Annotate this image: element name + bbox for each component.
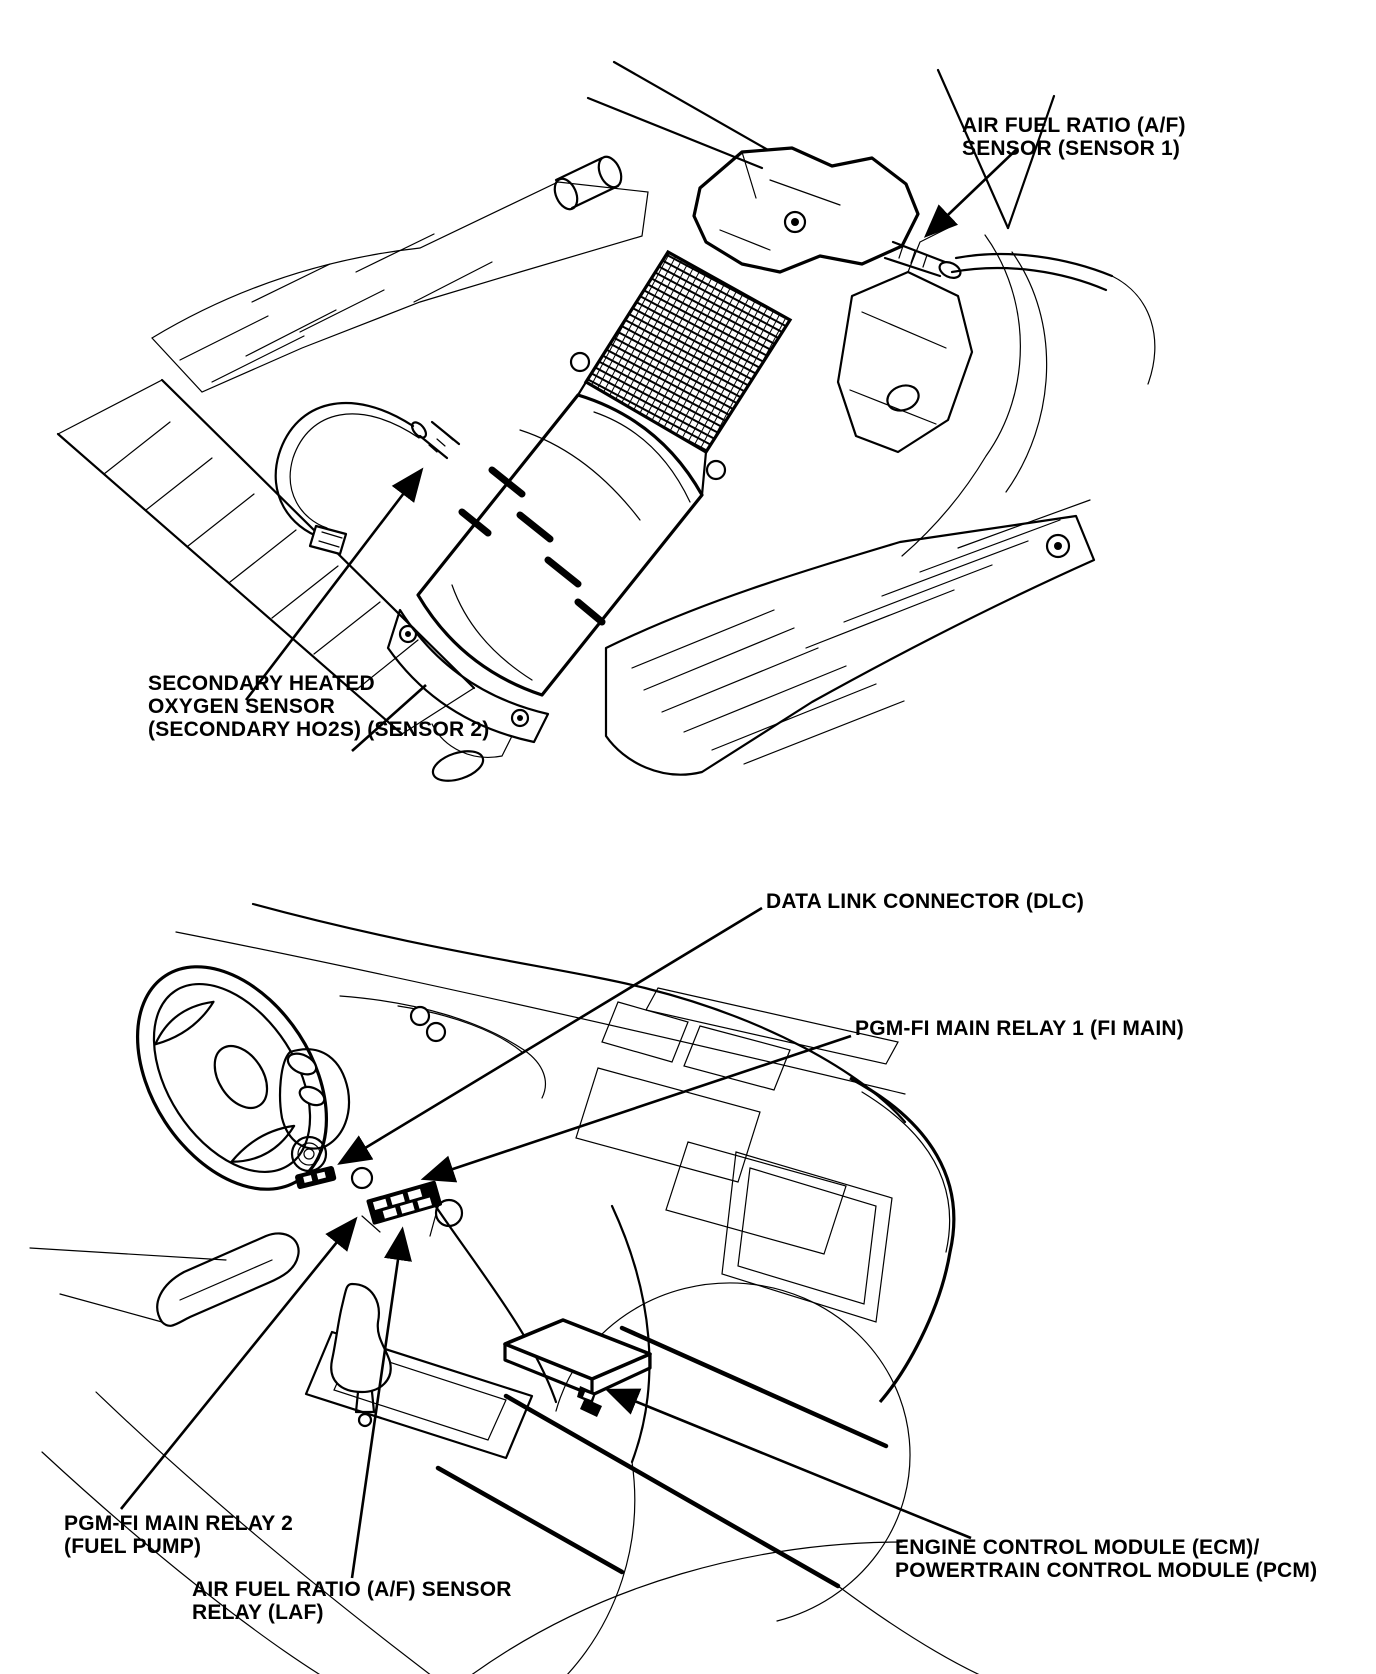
dashboard-illustration — [30, 904, 982, 1674]
center-stack — [436, 988, 898, 1254]
label-line: AIR FUEL RATIO (A/F) SENSOR — [192, 1578, 512, 1601]
ecm-module — [505, 1320, 650, 1417]
label-line: AIR FUEL RATIO (A/F) — [962, 114, 1186, 137]
tunnel-rib-panel — [606, 500, 1094, 775]
label-dlc — [766, 890, 1084, 913]
label-line: DATA LINK CONNECTOR (DLC) — [766, 890, 1085, 913]
secondary-ho2s-body — [276, 403, 459, 554]
label-laf-relay — [192, 1578, 512, 1624]
windshield-and-dash-top — [176, 904, 905, 1122]
label-af-sensor-1 — [962, 114, 1186, 160]
glove-box — [722, 1152, 892, 1322]
upper-flange-cluster — [694, 148, 918, 272]
dash-right-end — [438, 1078, 982, 1674]
instrument-panel-curves — [340, 996, 545, 1098]
label-line: POWERTRAIN CONTROL MODULE (PCM) — [895, 1559, 1318, 1582]
label-main-relay-1 — [855, 1017, 1184, 1040]
label-line: OXYGEN SENSOR — [148, 695, 335, 718]
flex-braid-section — [571, 252, 790, 495]
label-line: (SECONDARY HO2S) (SENSOR 2) — [148, 718, 490, 741]
leader-dlc — [342, 908, 762, 1162]
ecm-highlight-circle — [556, 1283, 910, 1621]
label-line: PGM-FI MAIN RELAY 1 (FI MAIN) — [855, 1017, 1184, 1040]
relay-block — [366, 1180, 442, 1225]
label-line: ENGINE CONTROL MODULE (ECM)/ — [895, 1536, 1260, 1559]
parking-brake-lever — [30, 1233, 299, 1325]
label-line: SECONDARY HEATED — [148, 672, 375, 695]
label-line: (FUEL PUMP) — [64, 1535, 202, 1558]
catalytic-converter-body — [418, 395, 702, 695]
leader-ecm — [610, 1391, 971, 1538]
label-line: RELAY (LAF) — [192, 1601, 324, 1624]
leader-secondary-ho2s — [246, 472, 420, 700]
label-main-relay-2 — [64, 1512, 293, 1558]
label-line: PGM-FI MAIN RELAY 2 — [64, 1512, 293, 1535]
leader-main-relay-1 — [426, 1036, 851, 1178]
label-ecm-pcm — [895, 1536, 1317, 1582]
label-secondary-ho2s — [148, 672, 489, 741]
label-line: SENSOR (SENSOR 1) — [962, 137, 1181, 160]
exhaust-hanger-bracket — [838, 228, 1047, 556]
